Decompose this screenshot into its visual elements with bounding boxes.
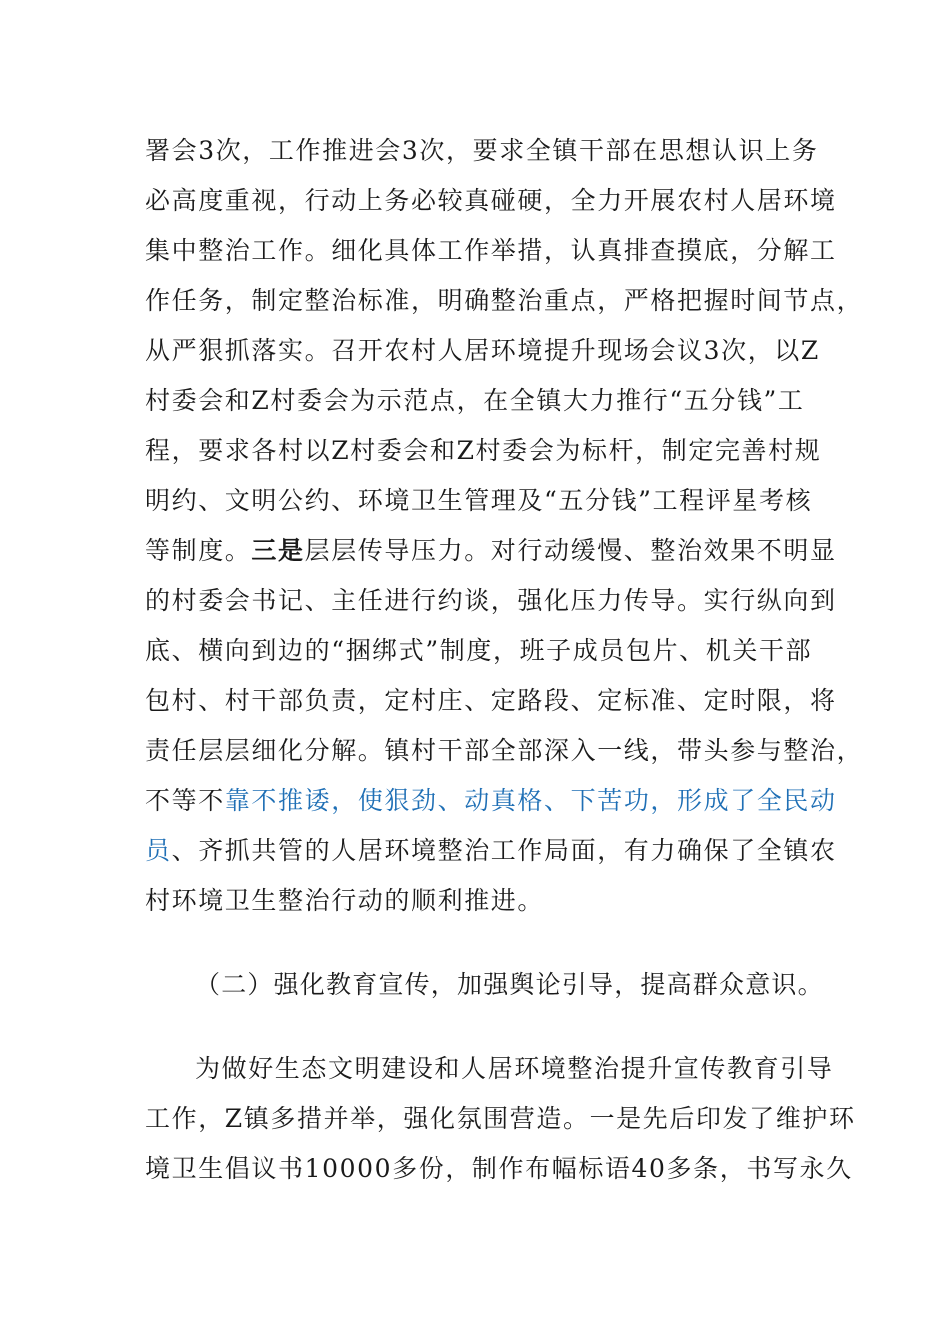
paragraph-line: 责任层层细化分解。镇村干部全部深入一线，带头参与整治， <box>145 736 864 765</box>
paragraph-line <box>145 834 837 868</box>
text-run: 、齐抓共管的人居环境整治工作局面，有力确保了全镇农 <box>171 836 837 865</box>
paragraph-line: 必高度重视，行动上务必较真碰硬，全力开展农村人居环境 <box>145 186 837 215</box>
highlighted-text: 员 <box>145 836 172 865</box>
section-heading: （二）强化教育宣传，加强舆论引导，提高群众意识。 <box>195 970 824 999</box>
paragraph-line: 底、横向到边的“捆绑式”制度，班子成员包片、机关干部 <box>145 636 813 665</box>
paragraph-line: 工作，Z镇多措并举，强化氛围营造。一是先后印发了维护环 <box>145 1104 856 1133</box>
paragraph-line: 村委会和Z村委会为示范点，在全镇大力推行“五分钱”工 <box>145 386 805 415</box>
bold-emphasis: 三是 <box>251 536 305 565</box>
text-run: 层层传导压力。对行动缓慢、整治效果不明显 <box>304 536 837 565</box>
paragraph-line: 作任务，制定整治标准，明确整治重点，严格把握时间节点， <box>145 286 864 315</box>
paragraph-line <box>145 534 837 568</box>
paragraph-line <box>145 784 837 818</box>
paragraph-line: 包村、村干部负责，定村庄、定路段、定标准、定时限，将 <box>145 686 837 715</box>
paragraph-line: 明约、文明公约、环境卫生管理及“五分钱”工程评星考核 <box>145 486 813 515</box>
text-run: 等制度。 <box>145 536 252 565</box>
paragraph-line: 从严狠抓落实。召开农村人居环境提升现场会议3次，以Z <box>145 336 820 365</box>
paragraph-line: 署会3次，工作推进会3次，要求全镇干部在思想认识上务 <box>145 136 819 165</box>
highlighted-text: 靠不推诿，使狠劲、动真格、下苦功，形成了全民动 <box>224 786 837 815</box>
paragraph-line: 村环境卫生整治行动的顺利推进。 <box>145 886 545 915</box>
paragraph-line: 境卫生倡议书10000多份，制作布幅标语40多条，书写永久 <box>145 1154 853 1183</box>
paragraph-line: 集中整治工作。细化具体工作举措，认真排查摸底，分解工 <box>145 236 837 265</box>
paragraph-line: 的村委会书记、主任进行约谈，强化压力传导。实行纵向到 <box>145 586 837 615</box>
paragraph-line: 为做好生态文明建设和人居环境整治提升宣传教育引导 <box>195 1054 834 1083</box>
text-run: 不等不 <box>145 786 225 815</box>
paragraph-line: 程，要求各村以Z村委会和Z村委会为标杆，制定完善村规 <box>145 436 822 465</box>
